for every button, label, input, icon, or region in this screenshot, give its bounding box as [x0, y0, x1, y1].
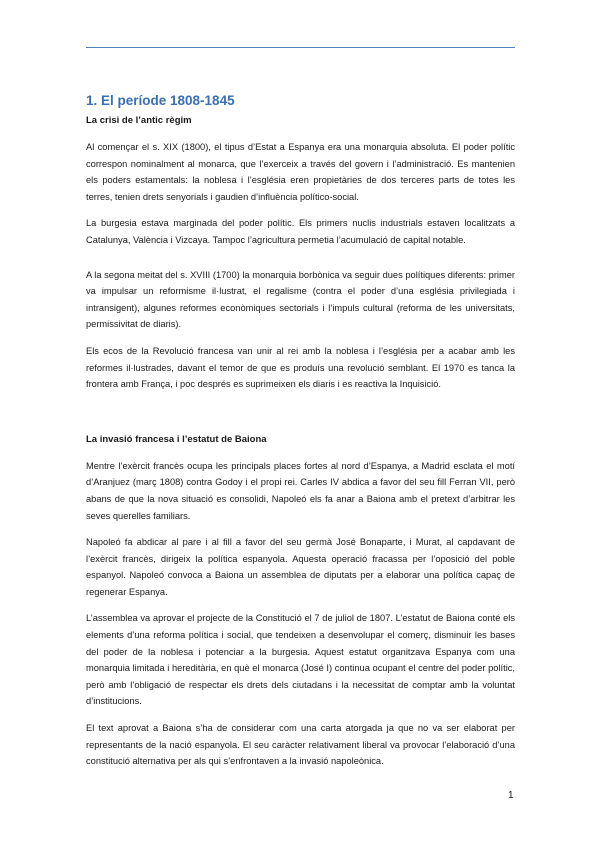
paragraph: La burgesia estava marginada del poder polític. Els primers nuclis industrials estaven localitzats a Catalunya, València i Vizcaya. Tampoc l’agricultura permetia l’acumulació de capital notable.: [86, 218, 515, 245]
paragraph: Mentre l’exèrcit francès ocupa les principals places fortes al nord d’Espanya, a Madrid esclata el motí d’Aranjuez (març 1808) contra Godoy i el propi rei. Carles IV abdica a favor del seu fill Ferran VII, però abans de que la nova situació es consolidi, Napoleó els fa anar a Baiona amb el pretext d’arbitrar les seves querelles familiars.: [86, 460, 515, 521]
section-heading-invasion: La invasió francesa i l’estatut de Baiona: [86, 433, 267, 445]
paragraph: Els ecos de la Revolució francesa van unir al rei amb la noblesa i l’església per a acabar amb les reformes il·lustrades, davant el temor de que es produís una revolució semblant. El 1970 es tanca la frontera amb França, i poc després es suprimeixen els diaris i es reactiva la Inquisició.: [86, 345, 515, 390]
paragraph: Al començar el s. XIX (1800), el tipus d’Estat a Espanya era una monarquia absoluta. El poder polític correspon nominalment al monarca, que l’exerceix a través del govern i l’administració. Es mantenien els poders estamentals: la noblesa i l’església eren propietàries de dos terceres parts de totes les terres, tenien drets senyorials i gaudien d’influència político-social.: [86, 142, 515, 202]
chapter-heading: 1. El període 1808-1845: [86, 93, 235, 108]
paragraph: A la segona meitat del s. XVIII (1700) la monarquia borbònica va seguir dues polítiques diferents: primer va impulsar un reformisme il·lustrat, el regalisme (contra el poder d’una església privilegiada i intransigent), algunes reformes econòmiques sectorials i l’impuls cultural (reforma de les universitats, permissivitat de diaris).: [86, 269, 515, 330]
page-number: 1: [508, 790, 514, 801]
document-body: [86, 92, 515, 780]
paragraph: El text aprovat a Baiona s’ha de considerar com una carta atorgada ja que no va ser elaborat per representants de la nació espanyola. El seu caràcter relativament liberal va provocar l’elaboració d’una constitució alternativa per als qui s’enfrontaven a la invasió napoleònica.: [86, 723, 515, 767]
paragraph: L’assemblea va aprovar el projecte de la Constitució el 7 de juliol de 1807. L’estatut de Baiona conté els elements d’una reforma política i social, que tendeixen a desenvolupar el comerç, disminuir les bases del poder de la noblesa i potenciar a la burgesia. Aquest estatut organitzava Espanya com una monarquia limitada i hereditària, en què el monarca (José I) continua ocupant el centre del poder polític, però amb l’obligació de respectar els drets dels ciutadans i la necessitat de comptar amb la voluntat d’institucions.: [86, 613, 515, 707]
header-rule: [86, 47, 515, 48]
paragraph: Napoleó fa abdicar al pare i al fill a favor del seu germà José Bonaparte, i Murat, al capdavant de l’exèrcit francès, dirigeix la política espanyola. Aquesta operació fracassa per l’oposició del poble espanyol. Napoleó convoca a Baiona un assemblea de diputats per a elaborar una política capaç de regenerar Espanya.: [86, 537, 515, 597]
section-heading-crisis: La crisi de l’antic règim: [86, 115, 192, 126]
